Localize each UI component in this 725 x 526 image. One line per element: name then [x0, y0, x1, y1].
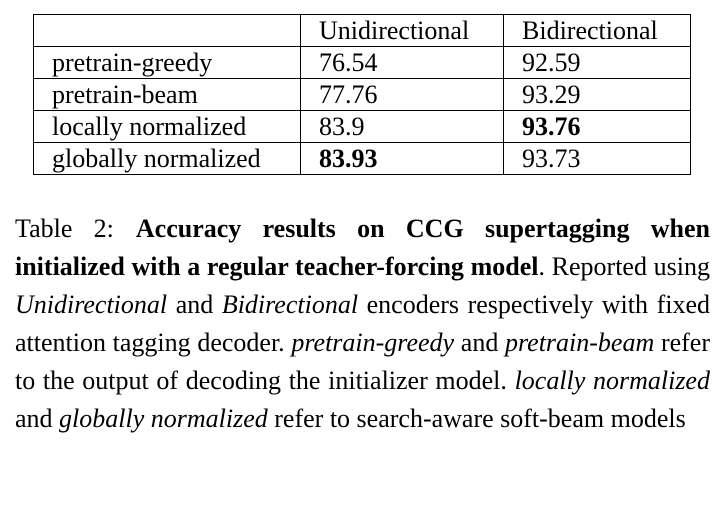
table-header-row — [34, 15, 691, 47]
table-row — [34, 79, 691, 111]
caption-bold-title: Accuracy results on CCG supertagging when initialized with a regular teacher-forcing model — [15, 214, 710, 281]
bidirectional-value-best: 93.76 — [504, 111, 691, 143]
table-row — [34, 111, 691, 143]
caption-text: refer to the output of decoding the initializer model. — [15, 328, 710, 395]
caption-italic-term: pretrain-greedy — [291, 328, 455, 357]
row-label: pretrain-greedy — [34, 47, 301, 79]
bidirectional-value: 93.29 — [504, 79, 691, 111]
unidirectional-value-best: 83.93 — [301, 143, 504, 175]
header-unidirectional: Unidirectional — [301, 15, 504, 47]
row-label: locally normalized — [34, 111, 301, 143]
unidirectional-value: 83.9 — [301, 111, 504, 143]
caption-italic-term: Bidirectional — [221, 290, 359, 319]
caption-italic-term: Unidirectional — [15, 290, 168, 319]
row-label: globally normalized — [34, 143, 301, 175]
unidirectional-value: 77.76 — [301, 79, 504, 111]
bidirectional-value: 92.59 — [504, 47, 691, 79]
caption-text: and — [167, 290, 222, 319]
table-row — [34, 47, 691, 79]
unidirectional-value: 76.54 — [301, 47, 504, 79]
caption-text: . Reported using — [538, 252, 710, 281]
caption-text: and — [454, 328, 506, 357]
caption-text: encoders respectively with fixed attention tagging decoder. — [15, 290, 710, 357]
row-label: pretrain-beam — [34, 79, 301, 111]
caption-italic-term: pretrain-beam — [505, 328, 655, 357]
caption-label: Table 2: — [15, 214, 114, 243]
caption-italic-term: globally normalized — [59, 404, 268, 433]
header-empty-cell — [34, 15, 301, 47]
caption-italic-term: locally normalized — [514, 366, 710, 395]
bidirectional-value: 93.73 — [504, 143, 691, 175]
results-table — [33, 14, 691, 175]
table-row — [34, 143, 691, 175]
caption-text: and — [15, 404, 60, 433]
table-caption — [15, 210, 710, 438]
header-bidirectional: Bidirectional — [504, 15, 691, 47]
caption-text: refer to search-aware soft-beam models — [267, 404, 686, 433]
